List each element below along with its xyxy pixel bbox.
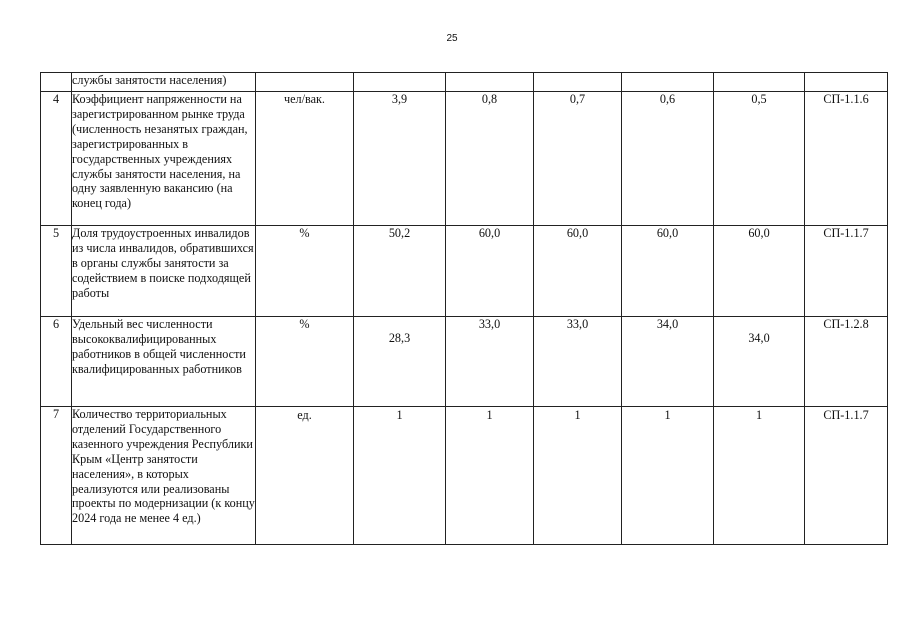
table-row — [41, 92, 888, 226]
page-number: 25 — [446, 33, 458, 44]
value-cell: 60,0 — [534, 226, 622, 317]
value-cell: 0,5 — [714, 92, 805, 226]
row-number — [41, 73, 72, 92]
value-cell: 60,0 — [714, 226, 805, 317]
value-cell: 33,0 — [534, 317, 622, 407]
code-cell: СП-1.1.7 — [805, 407, 888, 545]
value-cell: 34,0 — [714, 317, 805, 407]
value-cell: 0,7 — [534, 92, 622, 226]
row-number: 5 — [41, 226, 72, 317]
table-row — [41, 226, 888, 317]
empty-cell — [622, 73, 714, 92]
indicator-name: Удельный вес численности высококвалифицированных работников в общей численности квалифицированных работников — [72, 317, 256, 407]
indicator-name: Коэффициент напряженности на зарегистрированном рынке труда (численность незанятых граждан, зарегистрированных в государственных учреждениях службы занятости населения, на одну заявленную вакансию (на конец года) — [72, 92, 256, 226]
code-cell: СП-1.1.7 — [805, 226, 888, 317]
empty-cell — [446, 73, 534, 92]
indicator-name: Количество территориальных отделений Государственного казенного учреждения Республики Крым «Центр занятости населения», в которых реализуются или реализованы проекты по модернизации (к концу 2024 года не менее 4 ед.) — [72, 407, 256, 545]
row-number: 7 — [41, 407, 72, 545]
value-cell: 60,0 — [446, 226, 534, 317]
value-cell: 28,3 — [354, 317, 446, 407]
indicator-name: Доля трудоустроенных инвалидов из числа инвалидов, обратившихся в органы службы занятости за содействием в поиске подходящей работы — [72, 226, 256, 317]
value-cell: 1 — [714, 407, 805, 545]
indicators-table — [40, 72, 888, 545]
value-cell: 1 — [534, 407, 622, 545]
empty-cell — [714, 73, 805, 92]
value-cell: 3,9 — [354, 92, 446, 226]
unit-cell: % — [256, 317, 354, 407]
table-row-continuation — [41, 73, 888, 92]
value-cell: 1 — [354, 407, 446, 545]
code-cell: СП-1.2.8 — [805, 317, 888, 407]
empty-cell — [534, 73, 622, 92]
empty-cell — [256, 73, 354, 92]
value-cell: 0,8 — [446, 92, 534, 226]
value-cell: 50,2 — [354, 226, 446, 317]
value-cell: 60,0 — [622, 226, 714, 317]
table-row — [41, 317, 888, 407]
value-cell: 1 — [622, 407, 714, 545]
unit-cell: ед. — [256, 407, 354, 545]
value-cell: 34,0 — [622, 317, 714, 407]
indicator-name: службы занятости населения) — [72, 73, 256, 92]
row-number: 4 — [41, 92, 72, 226]
code-cell: СП-1.1.6 — [805, 92, 888, 226]
value-cell: 33,0 — [446, 317, 534, 407]
unit-cell: чел/вак. — [256, 92, 354, 226]
empty-cell — [805, 73, 888, 92]
table-row — [41, 407, 888, 545]
unit-cell: % — [256, 226, 354, 317]
empty-cell — [354, 73, 446, 92]
row-number: 6 — [41, 317, 72, 407]
value-cell: 0,6 — [622, 92, 714, 226]
value-cell: 1 — [446, 407, 534, 545]
